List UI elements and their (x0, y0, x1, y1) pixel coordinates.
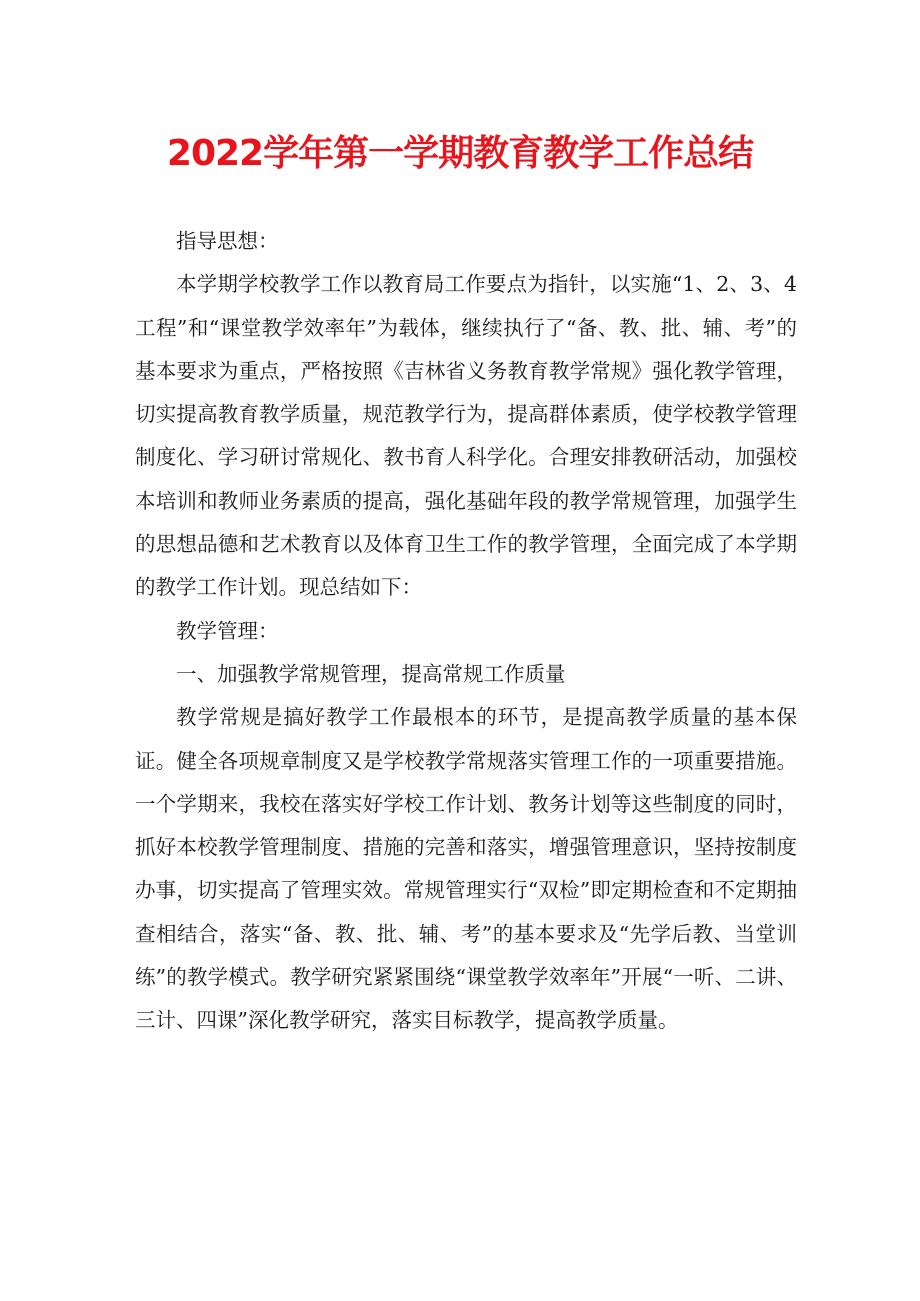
subsection-heading-routine-management: 一、加强教学常规管理，提高常规工作质量 (176, 661, 566, 686)
document-title: 2022学年第一学期教育教学工作总结 (166, 133, 754, 174)
section-heading-teaching-management: 教学管理： (176, 618, 279, 643)
section-heading-guiding-ideology: 指导思想： (176, 229, 279, 253)
document-body (135, 220, 797, 1043)
paragraph-routine-management: 教学常规是搞好教学工作最根本的环节，是提高教学质量的基本保证。健全各项规章制度又是学校教学常规落实管理工作的一项重要措施。一个学期来，我校在落实好学校工作计划、教务计划等这些制度的同时，抓好本校教学管理制度、措施的完善和落实，增强管理意识，坚持按制度办事，切实提高了管理实效。常规管理实行“双检”即定期检查和不定期抽查相结合，落实“备、教、批、辅、考”的基本要求及“先学后教、当堂训练”的教学模式。教学研究紧紧围绕“课堂教学效率年”开展“一听、二讲、三计、四课”深化教学研究，落实目标教学，提高教学质量。 (135, 705, 797, 1033)
paragraph-overview: 本学期学校教学工作以教育局工作要点为指针，以实施“1、2、3、4工程”和“课堂教学效率年”为载体，继续执行了“备、教、批、辅、考”的基本要求为重点，严格按照《吉林省义务教育教学常规》强化教学管理，切实提高教育教学质量，规范教学行为，提高群体素质，使学校教学管理制度化、学习研讨常规化、教书育人科学化。合理安排教研活动，加强校本培训和教师业务素质的提高，强化基础年段的教学常规管理，加强学生的思想品德和艺术教育以及体育卫生工作的教学管理，全面完成了本学期的教学工作计划。现总结如下： (135, 272, 797, 600)
